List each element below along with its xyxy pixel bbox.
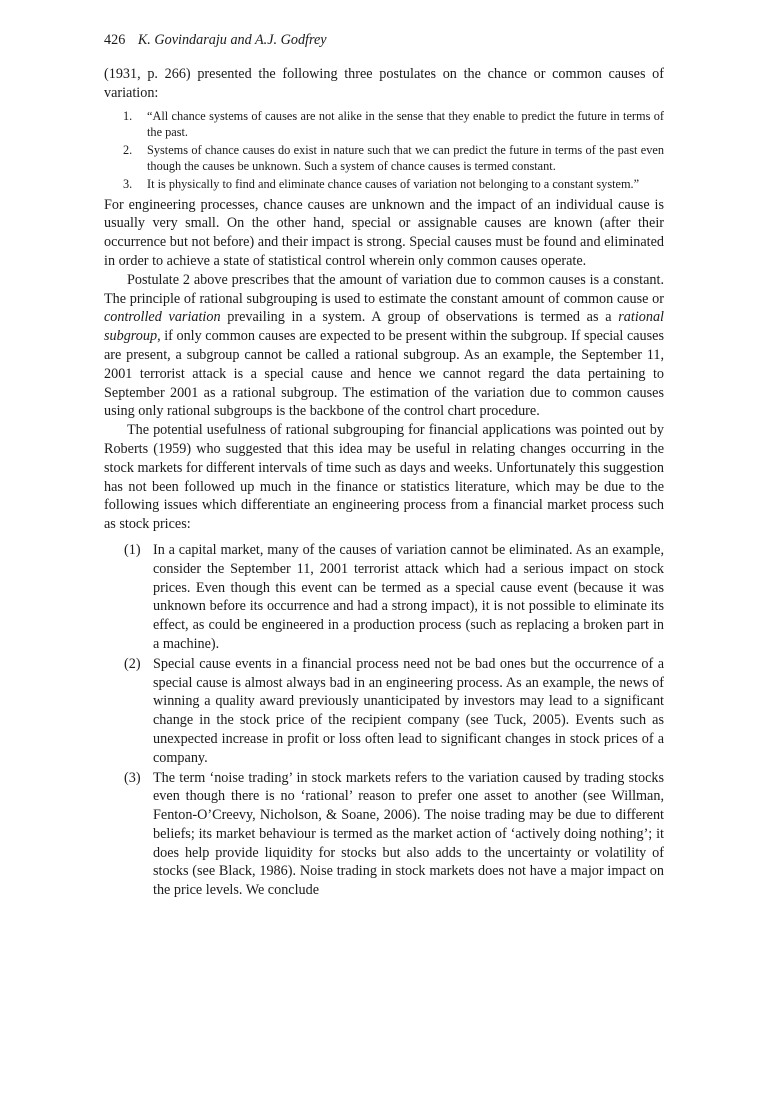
issue-text: Special cause events in a financial process need not be bad ones but the occurrence of a special cause is almost always bad in an engineering process. As an example, the news of winning a quality award previously unanticipated by investors may lead to a significant change in the stock price of the recipient company (see Tuck, 2005). Events such as unexpected increase in profit or loss often lead to significant changes in stock prices of a company. [153, 655, 664, 766]
engineering-paragraph: For engineering processes, chance causes are unknown and the impact of an individual cause is usually very small. On the other hand, special or assignable causes are known (after their occurrence but not before) and their impact is strong. Special causes must be found and eliminated in order to achieve a state of statistical control wherein only common causes operate. [104, 196, 664, 269]
running-head [104, 31, 327, 49]
issue-number: (2) [124, 655, 141, 672]
page-number: 426 [104, 32, 126, 48]
issues-list [104, 541, 664, 900]
issue-item [124, 541, 664, 654]
issue-text: The term ‘noise trading’ in stock markets refers to the variation caused by trading stocks even though there is no ‘rational’ reason to prefer one asset to another (see Willman, Fenton-O’Creevy, Nicholson, & Soane, 2006). The noise trading may be due to different beliefs; its market behaviour is termed as the market action of ‘actively doing nothing’; it does help provide liquidity for stocks but also adds to the uncertainty or volatility of stocks (see Black, 1986). Noise trading in stock markets does not have a major impact on the price levels. We conclude [153, 769, 664, 899]
running-head-authors: K. Govindaraju and A.J. Godfrey [137, 32, 327, 48]
para2-text-3: , if only common causes are expected to be present within the subgroup. If special causes are present, a subgroup cannot be called a rational subgroup. As an example, the September 11, 2001 terrorist attack is a special cause and hence we cannot regard the data pertaining to September 2001 as a rational subgroup. The estimation of the variation due to common causes using only rational subgroups is the backbone of the control chart procedure. [104, 328, 664, 420]
issue-number: (1) [124, 541, 141, 558]
term-rational-subgroup: rational subgroup [104, 309, 665, 345]
postulate-text: “All chance systems of causes are not alike in the sense that they enable to predict the future in terms of the past. [147, 108, 664, 139]
term-controlled-variation: controlled variation [104, 309, 221, 326]
postulate-number: 1. [123, 108, 133, 123]
financial-applications-paragraph: The potential usefulness of rational subgrouping for financial applications was pointed out by Roberts (1959) who suggested that this idea may be useful in relating changes occurring in the stock markets for different intervals of time such as days and weeks. Unfortunately this suggestion has not been followed up much in the finance or statistics literature, which may be due to the following issues which differentiate an engineering process from a financial market process such as stock prices: [104, 422, 664, 533]
issue-number: (3) [124, 769, 141, 786]
issue-text: In a capital market, many of the causes of variation cannot be eliminated. As an example, consider the September 11, 2001 terrorist attack which had a serious impact on stock prices. Even though this event can be termed as a special cause event (because it was unknown before its occurrence and had a strong impact), it is not possible to eliminate its effect, as could be engineered in a production process (such as replacing a broken part in a machine). [153, 541, 664, 652]
para2-text-2: prevailing in a system. A group of observations is termed as a [220, 309, 619, 326]
intro-paragraph: (1931, p. 266) presented the following three postulates on the chance or common causes of variation: [104, 66, 664, 101]
postulate-item [123, 142, 664, 174]
postulate-number: 3. [123, 176, 133, 191]
postulate-item [123, 176, 664, 192]
postulate-text: Systems of chance causes do exist in nature such that we can predict the future in terms of the past even though the causes be unknown. Such a system of chance causes is termed constant. [147, 142, 664, 173]
issue-item [124, 655, 664, 768]
postulate-text: It is physically to find and eliminate chance causes of variation not belonging to a constant system.” [147, 176, 640, 191]
issue-item [124, 769, 664, 901]
para2-text-1: Postulate 2 above prescribes that the amount of variation due to common causes is a constant. The principle of rational subgrouping is used to estimate the constant amount of common cause or [104, 271, 664, 307]
rational-subgrouping-paragraph [104, 271, 664, 421]
body-text [104, 65, 664, 901]
postulate-number: 2. [123, 142, 133, 157]
postulates-list [104, 108, 664, 192]
postulate-item [123, 108, 664, 140]
